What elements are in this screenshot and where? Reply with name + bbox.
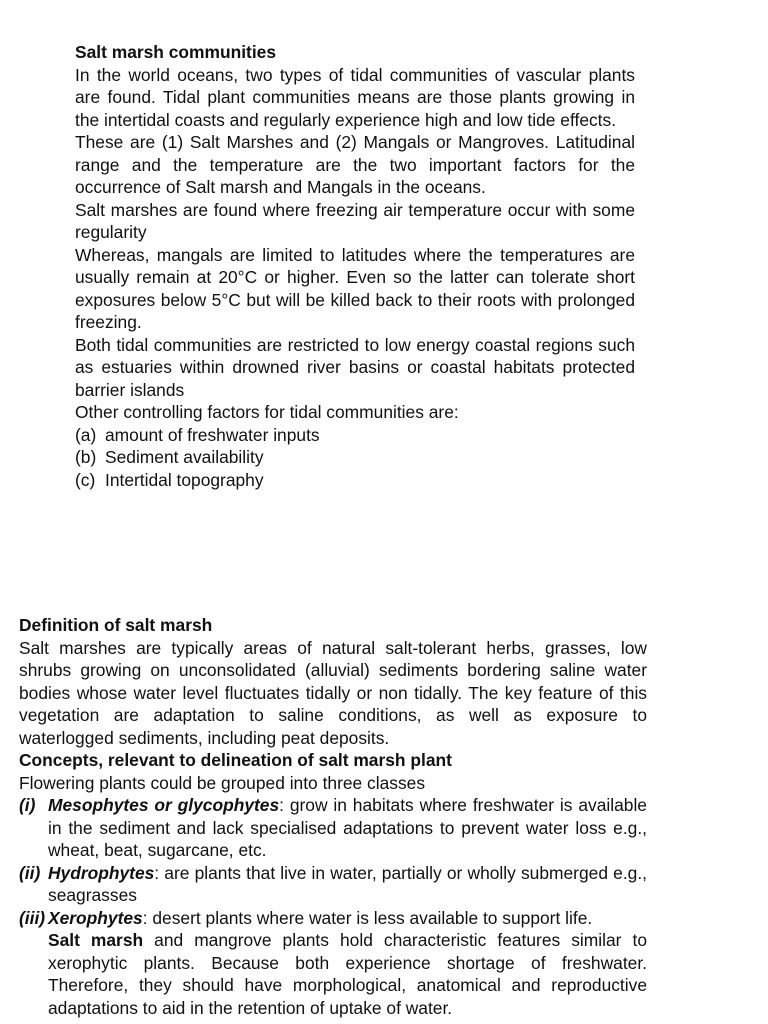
factor-list-item — [75, 446, 635, 469]
class-description — [48, 907, 647, 1020]
section-heading: Salt marsh communities — [75, 42, 277, 62]
closing-text: and mangrove plants hold characteristic features similar to xerophytic plants. Because both experience shortage of freshwater. Therefore, they should have morphological, anatomical and reproductive adaptations to aid in the retention of uptake of water. — [48, 930, 647, 1018]
paragraph: Whereas, mangals are limited to latitudes where the temperatures are usually remain at 20°C or higher. Even so the latter can tolerate short exposures below 5°C but will be killed back to their roots with prolonged freezing. — [75, 244, 635, 332]
class-term: Mesophytes or glycophytes — [48, 795, 280, 815]
paragraph: These are (1) Salt Marshes and (2) Mangals or Mangroves. Latitudinal range and the temperature are the two important factors for the occurrence of Salt marsh and Mangals in the oceans. — [75, 132, 635, 197]
paragraph: Other controlling factors for tidal communities are: — [75, 402, 459, 422]
list-item-text: Intertidal topography — [105, 469, 264, 490]
definition-section — [19, 614, 647, 1019]
list-item-text: amount of freshwater inputs — [105, 424, 320, 445]
list-marker: (b) — [75, 447, 97, 467]
paragraph: Both tidal communities are restricted to low energy coastal regions such as estuaries within drowned river basins or coastal habitats protected barrier islands — [75, 334, 635, 400]
class-description — [48, 862, 647, 907]
class-list-item — [19, 862, 647, 907]
class-text: : grow in habitats where freshwater is available in the sediment and lack specialised adaptations to prevent water loss e.g., wheat, beat, sugarcane, etc. — [48, 795, 647, 860]
class-description — [48, 794, 647, 862]
closing-paragraph — [48, 929, 647, 1019]
definition-paragraph: Salt marshes are typically areas of natural salt-tolerant herbs, grasses, low shrubs growing on unconsolidated (alluvial) sediments bordering saline water bodies whose water level fluctuates tidally or non tidally. The key feature of this vegetation are adaptation to saline conditions, as well as exposure to waterlogged sediments, including peat deposits. — [19, 637, 647, 748]
closing-bold-term: Salt marsh — [48, 930, 144, 950]
paragraph: In the world oceans, two types of tidal communities of vascular plants are found. Tidal plant communities means are those plants growing in the intertidal coasts and regularly experience high and low tide effects. — [75, 64, 635, 130]
xerophytes-line — [48, 907, 647, 930]
class-marker: (iii) — [19, 907, 46, 928]
concepts-heading: Concepts, relevant to delineation of salt marsh plant — [19, 750, 452, 770]
class-list-item — [19, 907, 647, 1020]
list-marker: (c) — [75, 469, 96, 490]
list-marker: (a) — [75, 424, 97, 445]
class-term: Xerophytes — [48, 907, 143, 928]
class-text: : are plants that live in water, partially or wholly submerged e.g., seagrasses — [48, 862, 647, 905]
list-item-text: Sediment availability — [105, 447, 264, 467]
class-marker: (i) — [19, 795, 36, 815]
class-marker: (ii) — [19, 862, 41, 883]
classes-intro: Flowering plants could be grouped into three classes — [19, 772, 426, 793]
section-heading: Definition of salt marsh — [19, 615, 213, 635]
salt-marsh-communities-section — [75, 41, 635, 491]
class-text: : desert plants where water is less available to support life. — [142, 907, 593, 928]
factor-list-item — [75, 469, 635, 492]
class-term: Hydrophytes — [48, 862, 155, 883]
factor-list-item — [75, 424, 635, 447]
class-list-item — [19, 794, 647, 862]
paragraph: Salt marshes are found where freezing air temperature occur with some regularity — [75, 199, 635, 242]
